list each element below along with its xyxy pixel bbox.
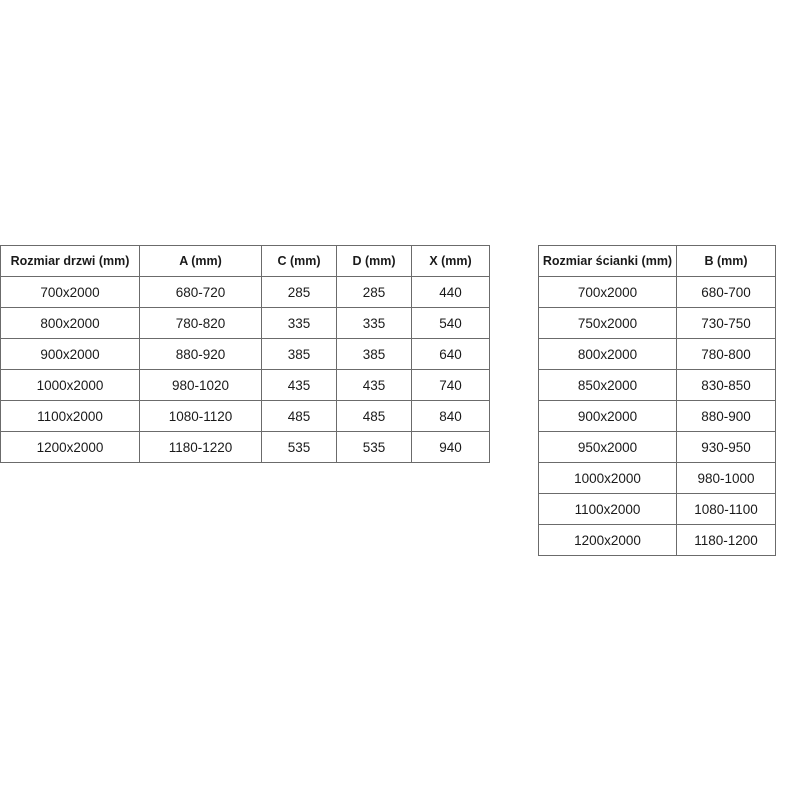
door-sizes-cell: 385	[262, 339, 337, 370]
table-row	[539, 494, 776, 525]
table-row	[1, 277, 490, 308]
door-sizes-cell: 285	[337, 277, 412, 308]
door-sizes-cell: 1180-1220	[140, 432, 262, 463]
table-row	[539, 463, 776, 494]
wall-sizes-header	[539, 246, 776, 277]
door-sizes-cell: 435	[262, 370, 337, 401]
wall-sizes-cell: 800x2000	[539, 339, 677, 370]
door-sizes-cell: 535	[262, 432, 337, 463]
table-row	[1, 401, 490, 432]
door-sizes-cell: 485	[262, 401, 337, 432]
wall-sizes-table	[538, 245, 776, 556]
wall-sizes-cell: 850x2000	[539, 370, 677, 401]
door-sizes-cell: 780-820	[140, 308, 262, 339]
wall-sizes-cell: 980-1000	[677, 463, 776, 494]
door-sizes-cell: 1000x2000	[1, 370, 140, 401]
wall-sizes-cell: 730-750	[677, 308, 776, 339]
door-sizes-cell: 485	[337, 401, 412, 432]
wall-sizes-cell: 1080-1100	[677, 494, 776, 525]
table-row	[539, 401, 776, 432]
door-sizes-cell: 385	[337, 339, 412, 370]
wall-sizes-body	[539, 277, 776, 556]
door-sizes-cell: 840	[412, 401, 490, 432]
wall-sizes-cell: 1180-1200	[677, 525, 776, 556]
door-sizes-cell: 640	[412, 339, 490, 370]
wall-sizes-cell: 950x2000	[539, 432, 677, 463]
wall-sizes-cell: 750x2000	[539, 308, 677, 339]
door-sizes-cell: 535	[337, 432, 412, 463]
wall-sizes-cell: 880-900	[677, 401, 776, 432]
door-sizes-header-cell: A (mm)	[140, 246, 262, 277]
wall-sizes-header-row	[539, 246, 776, 277]
wall-sizes-cell: 780-800	[677, 339, 776, 370]
wall-sizes-cell: 700x2000	[539, 277, 677, 308]
door-sizes-header-cell: X (mm)	[412, 246, 490, 277]
door-sizes-header	[1, 246, 490, 277]
door-sizes-header-cell: Rozmiar drzwi (mm)	[1, 246, 140, 277]
table-row	[539, 370, 776, 401]
door-sizes-cell: 880-920	[140, 339, 262, 370]
door-sizes-cell: 540	[412, 308, 490, 339]
table-row	[1, 308, 490, 339]
table-row	[1, 370, 490, 401]
door-sizes-cell: 440	[412, 277, 490, 308]
table-row	[539, 277, 776, 308]
door-sizes-cell: 1100x2000	[1, 401, 140, 432]
wall-sizes-cell: 1000x2000	[539, 463, 677, 494]
table-row	[539, 339, 776, 370]
wall-sizes-cell: 930-950	[677, 432, 776, 463]
wall-sizes-cell: 1100x2000	[539, 494, 677, 525]
door-sizes-cell: 740	[412, 370, 490, 401]
table-row	[1, 339, 490, 370]
table-row	[539, 525, 776, 556]
wall-sizes-header-cell: Rozmiar ścianki (mm)	[539, 246, 677, 277]
door-sizes-header-row	[1, 246, 490, 277]
table-row	[539, 432, 776, 463]
door-sizes-cell: 285	[262, 277, 337, 308]
door-sizes-cell: 1200x2000	[1, 432, 140, 463]
wall-sizes-cell: 900x2000	[539, 401, 677, 432]
table-row	[1, 432, 490, 463]
table-row	[539, 308, 776, 339]
door-sizes-table	[0, 245, 490, 463]
door-sizes-cell: 1080-1120	[140, 401, 262, 432]
door-sizes-cell: 940	[412, 432, 490, 463]
door-sizes-cell: 335	[337, 308, 412, 339]
door-sizes-cell: 700x2000	[1, 277, 140, 308]
wall-sizes-header-cell: B (mm)	[677, 246, 776, 277]
wall-sizes-cell: 680-700	[677, 277, 776, 308]
door-sizes-cell: 900x2000	[1, 339, 140, 370]
door-sizes-cell: 335	[262, 308, 337, 339]
door-sizes-header-cell: C (mm)	[262, 246, 337, 277]
door-sizes-cell: 800x2000	[1, 308, 140, 339]
door-sizes-cell: 980-1020	[140, 370, 262, 401]
door-sizes-header-cell: D (mm)	[337, 246, 412, 277]
door-sizes-body	[1, 277, 490, 463]
door-sizes-cell: 680-720	[140, 277, 262, 308]
wall-sizes-cell: 830-850	[677, 370, 776, 401]
wall-sizes-cell: 1200x2000	[539, 525, 677, 556]
door-sizes-cell: 435	[337, 370, 412, 401]
